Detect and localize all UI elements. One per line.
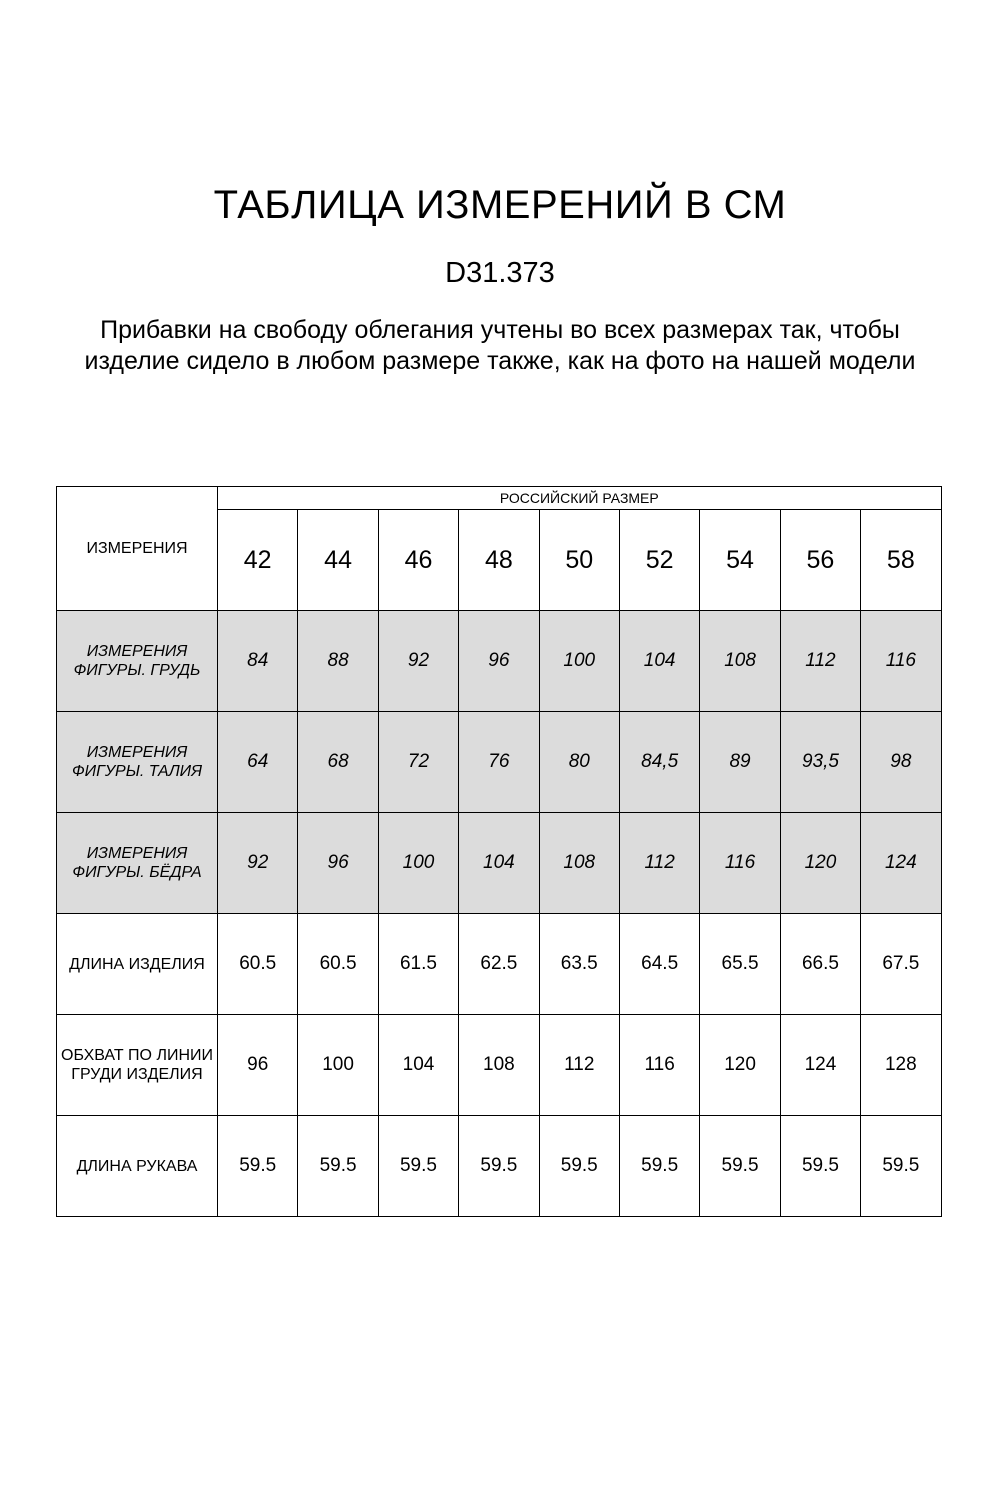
table-row (57, 611, 942, 712)
size-header: 58 (861, 510, 941, 611)
table-cell: 116 (619, 1015, 699, 1116)
row-label: ДЛИНА ИЗДЕЛИЯ (57, 914, 218, 1015)
table-cell: 124 (861, 813, 941, 914)
measurements-header: ИЗМЕРЕНИЯ (57, 487, 218, 611)
fit-note: Прибавки на свободу облегания учтены во всех размерах так, чтобы изделие сидело в любом размере также, как на фото на нашей модели (84, 316, 916, 375)
table-row (57, 813, 942, 914)
size-header: 42 (218, 510, 298, 611)
size-header: 54 (700, 510, 780, 611)
table-cell: 93,5 (780, 712, 860, 813)
table-cell: 67.5 (861, 914, 941, 1015)
table-cell: 92 (378, 611, 458, 712)
table-cell: 88 (298, 611, 378, 712)
table-row (57, 712, 942, 813)
table-cell: 96 (459, 611, 539, 712)
table-cell: 112 (780, 611, 860, 712)
row-label: ИЗМЕРЕНИЯ ФИГУРЫ. ГРУДЬ (57, 611, 218, 712)
table-cell: 68 (298, 712, 378, 813)
table-cell: 98 (861, 712, 941, 813)
size-header: 46 (378, 510, 458, 611)
table-cell: 96 (298, 813, 378, 914)
size-header: 52 (619, 510, 699, 611)
table-cell: 60.5 (298, 914, 378, 1015)
table-cell: 100 (298, 1015, 378, 1116)
size-header: 50 (539, 510, 619, 611)
table-cell: 104 (619, 611, 699, 712)
table-cell: 108 (459, 1015, 539, 1116)
table-cell: 120 (780, 813, 860, 914)
table-row (57, 1116, 942, 1217)
table-row (57, 914, 942, 1015)
table-cell: 63.5 (539, 914, 619, 1015)
table-cell: 62.5 (459, 914, 539, 1015)
table-cell: 104 (378, 1015, 458, 1116)
table-cell: 128 (861, 1015, 941, 1116)
row-label: ИЗМЕРЕНИЯ ФИГУРЫ. ТАЛИЯ (57, 712, 218, 813)
size-header: 56 (780, 510, 860, 611)
row-label: ДЛИНА РУКАВА (57, 1116, 218, 1217)
table-cell: 116 (861, 611, 941, 712)
table-cell: 59.5 (780, 1116, 860, 1217)
table-cell: 59.5 (539, 1116, 619, 1217)
size-header: 48 (459, 510, 539, 611)
table-cell: 104 (459, 813, 539, 914)
table-cell: 66.5 (780, 914, 860, 1015)
table-cell: 59.5 (700, 1116, 780, 1217)
table-row (57, 1015, 942, 1116)
product-code: D31.373 (445, 257, 555, 289)
table-cell: 59.5 (218, 1116, 298, 1217)
table-cell: 100 (539, 611, 619, 712)
page-title: ТАБЛИЦА ИЗМЕРЕНИЙ В СМ (213, 183, 787, 227)
table-cell: 59.5 (861, 1116, 941, 1217)
table-cell: 92 (218, 813, 298, 914)
table-cell: 59.5 (378, 1116, 458, 1217)
table-cell: 84 (218, 611, 298, 712)
table-cell: 124 (780, 1015, 860, 1116)
table-cell: 84,5 (619, 712, 699, 813)
row-label: ОБХВАТ ПО ЛИНИИ ГРУДИ ИЗДЕЛИЯ (57, 1015, 218, 1116)
table-cell: 108 (700, 611, 780, 712)
table-cell: 112 (619, 813, 699, 914)
table-cell: 59.5 (459, 1116, 539, 1217)
table-cell: 61.5 (378, 914, 458, 1015)
table-cell: 100 (378, 813, 458, 914)
table-cell: 80 (539, 712, 619, 813)
table-cell: 112 (539, 1015, 619, 1116)
table-cell: 59.5 (619, 1116, 699, 1217)
table-cell: 89 (700, 712, 780, 813)
table-cell: 64 (218, 712, 298, 813)
size-table (56, 486, 942, 1217)
table-cell: 96 (218, 1015, 298, 1116)
russian-size-header: РОССИЙСКИЙ РАЗМЕР (218, 487, 942, 510)
table-cell: 120 (700, 1015, 780, 1116)
row-label: ИЗМЕРЕНИЯ ФИГУРЫ. БЁДРА (57, 813, 218, 914)
table-cell: 76 (459, 712, 539, 813)
table-cell: 59.5 (298, 1116, 378, 1217)
size-header: 44 (298, 510, 378, 611)
table-cell: 108 (539, 813, 619, 914)
table-cell: 116 (700, 813, 780, 914)
table-cell: 65.5 (700, 914, 780, 1015)
table-cell: 64.5 (619, 914, 699, 1015)
table-cell: 72 (378, 712, 458, 813)
table-cell: 60.5 (218, 914, 298, 1015)
